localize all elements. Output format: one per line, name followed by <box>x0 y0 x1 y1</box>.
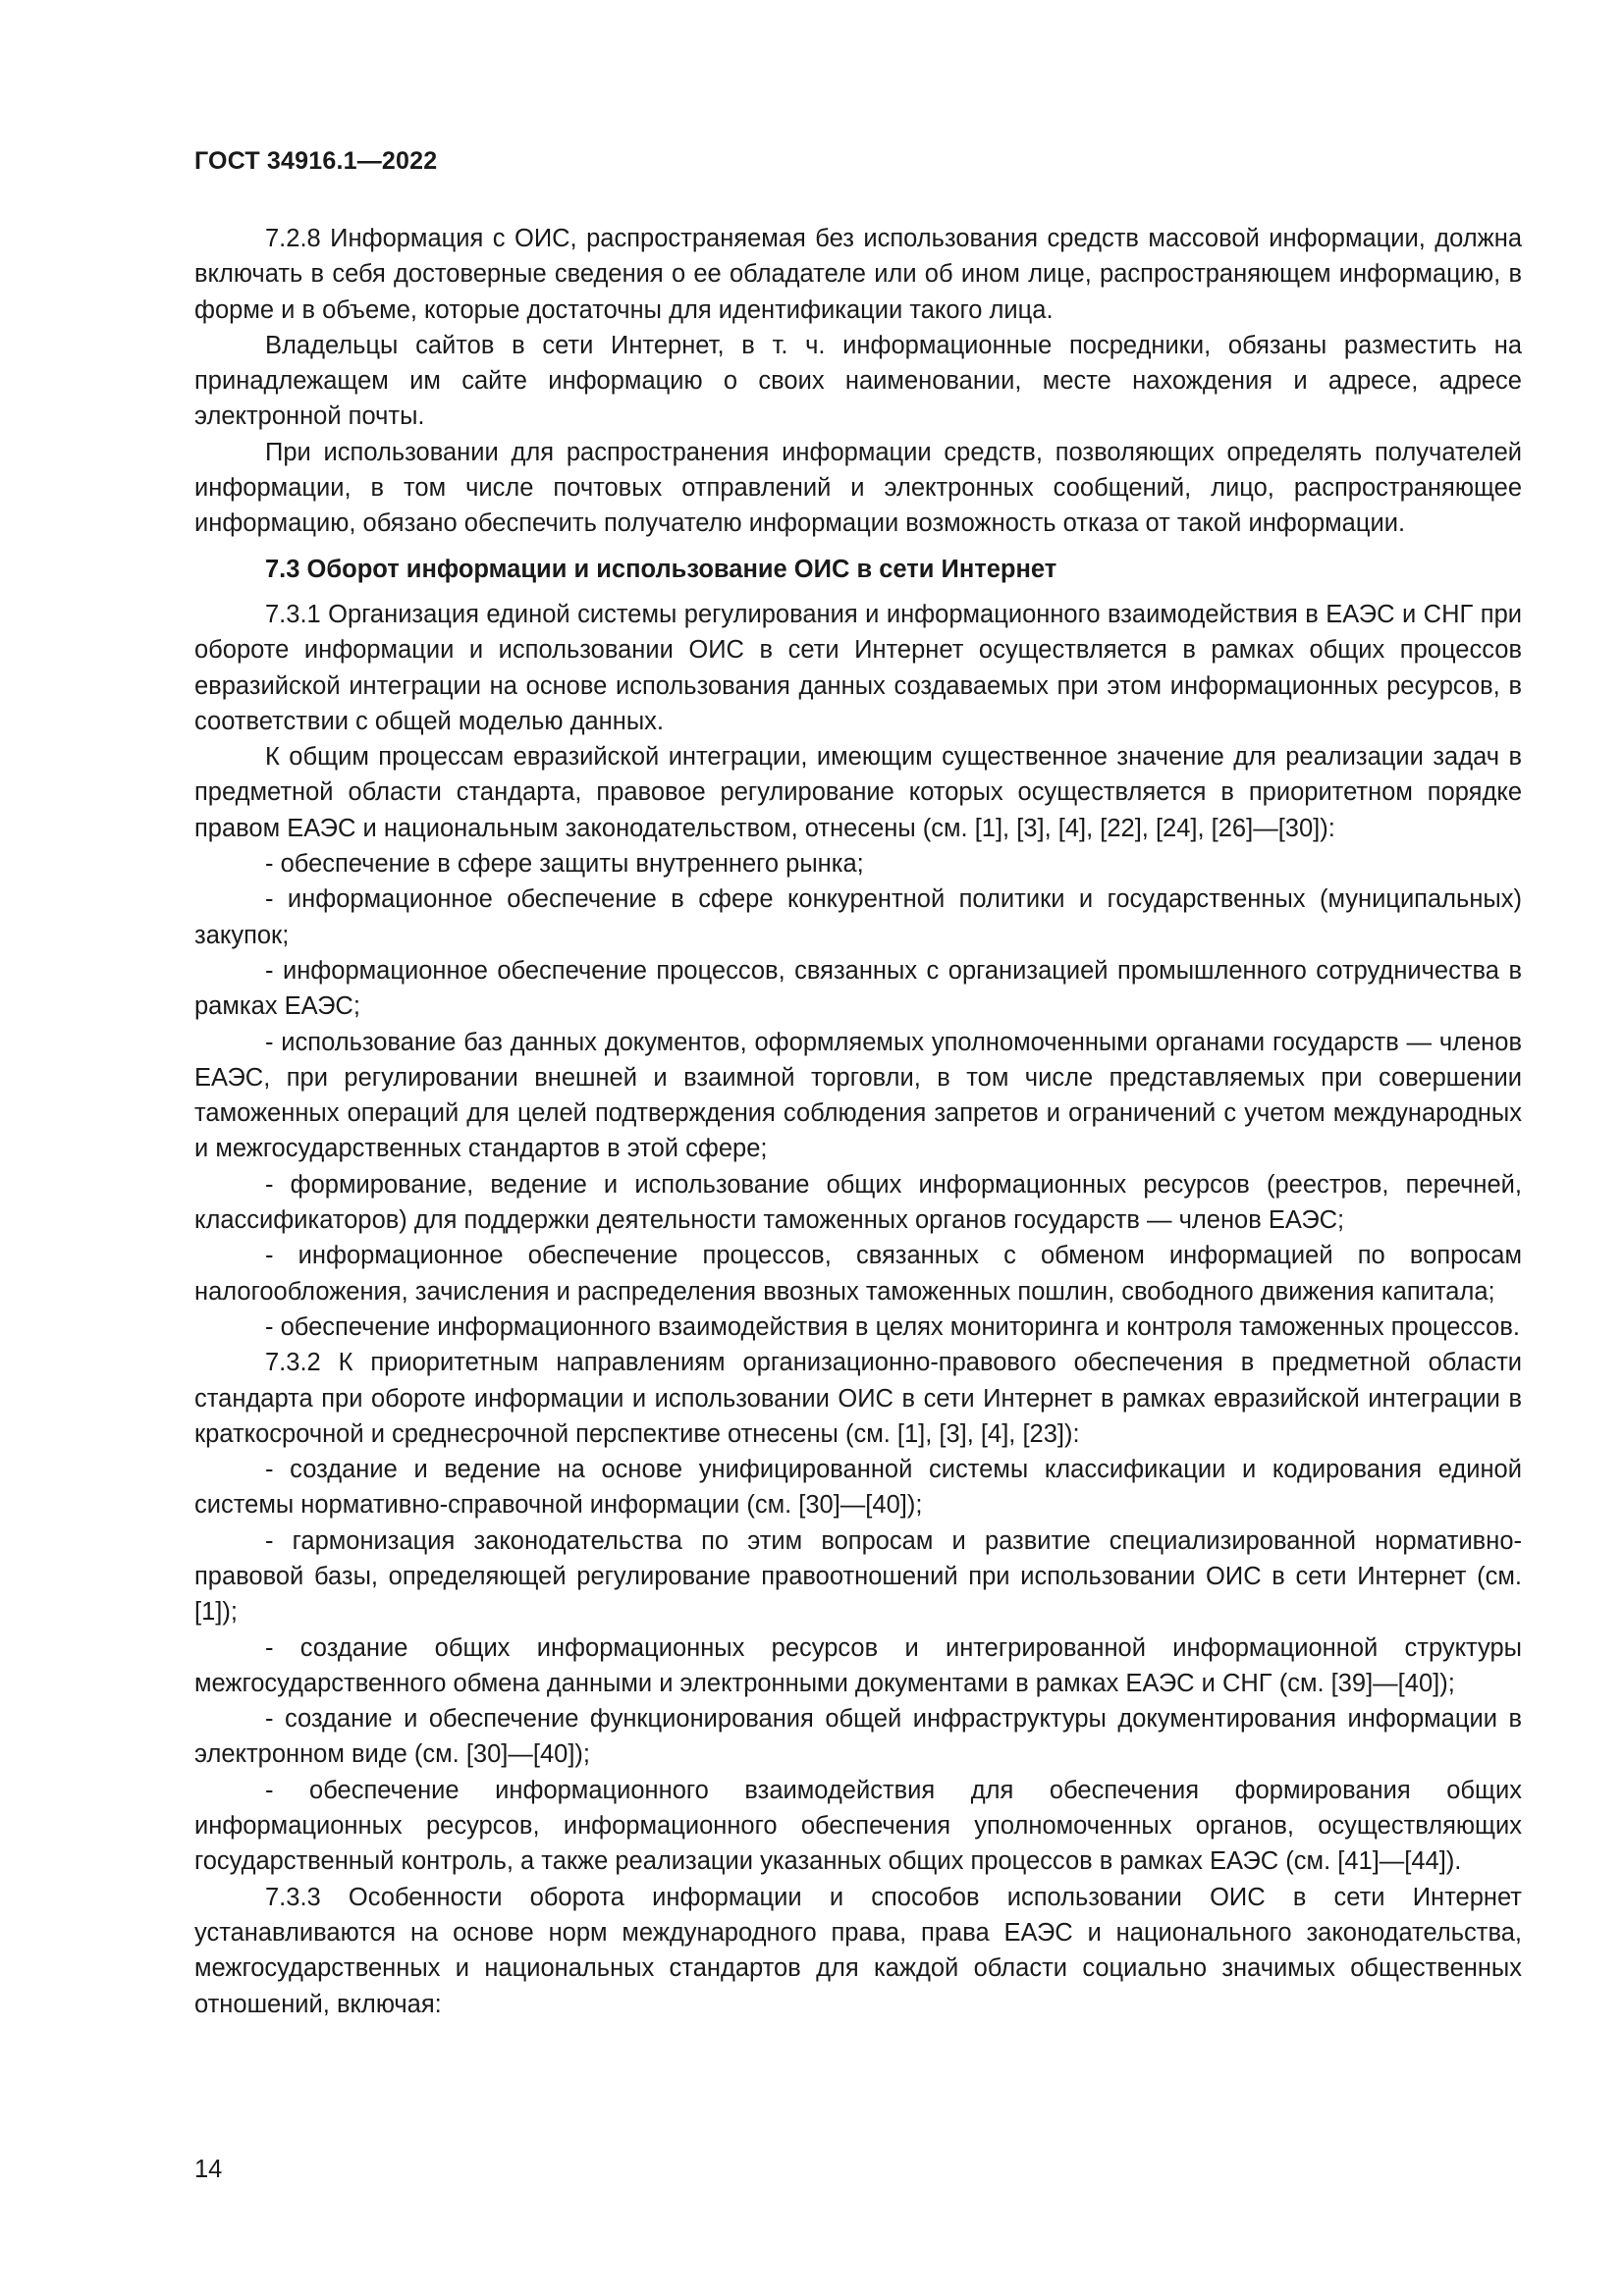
list-item: - информационное обеспечение процессов, связанных с организацией промышленного сотрудничества в рамках ЕАЭС; <box>194 956 1522 1021</box>
list-item: - обеспечение информационного взаимодействия для обеспечения формирования общих информационных ресурсов, информационного обеспечения уполномоченных органов, осуществляющих государственный контроль, а также реализации указанных общих процессов в рамках ЕАЭС (см. [41]—[44]). <box>194 1776 1522 1876</box>
page-header: ГОСТ 34916.1—2022 <box>194 147 438 175</box>
paragraph: К общим процессам евразийской интеграции, имеющим существенное значение для реализации задач в предметной области стандарта, правовое регулирование которых осуществляется в приоритетном порядке правом ЕАЭС и национальным законодательством, отнесены (см. [1], [3], [4], [22], [24], [26]—[30]): <box>194 743 1522 842</box>
document-body <box>194 221 1522 2022</box>
paragraph-7-2-8: 7.2.8 Информация с ОИС, распространяемая без использования средств массовой информации, должна включать в себя достоверные сведения о ее обладателе или об ином лице, распространяющем информацию, в форме и в объеме, которые достаточны для идентификации такого лица. <box>194 225 1522 324</box>
list-item: - информационное обеспечение процессов, связанных с обменом информацией по вопросам налогообложения, зачисления и распределения ввозных таможенных пошлин, свободного движения капитала; <box>194 1242 1522 1306</box>
list-item: - использование баз данных документов, оформляемых уполномоченными органами государств — членов ЕАЭС, при регулировании внешней и взаимной торговли, в том числе представляемых при совершении таможенных операций для целей подтверждения соблюдения запретов и ограничений с учетом международных и межгосударственных стандартов в этой сфере; <box>194 1028 1522 1163</box>
list-item: - информационное обеспечение в сфере конкурентной политики и государственных (муниципальных) закупок; <box>194 885 1522 949</box>
paragraph-7-3-2: 7.3.2 К приоритетным направлениям организационно-правового обеспечения в предметной области стандарта при обороте информации и использовании ОИС в сети Интернет в рамках евразийской интеграции в краткосрочной и среднесрочной перспективе отнесены (см. [1], [3], [4], [23]): <box>194 1349 1522 1448</box>
list-item: - формирование, ведение и использование общих информационных ресурсов (реестров, перечней, классификаторов) для поддержки деятельности таможенных органов государств — членов ЕАЭС; <box>194 1170 1522 1235</box>
list-item: - создание общих информационных ресурсов и интегрированной информационной структуры межгосударственного обмена данными и электронными документами в рамках ЕАЭС и СНГ (см. [39]—[40]); <box>194 1633 1522 1697</box>
paragraph: При использовании для распространения информации средств, позволяющих определять получателей информации, в том числе почтовых отправлений и электронных сообщений, лицо, распространяющее информацию, обязано обеспечить получателю информации возможность отказа от такой информации. <box>194 438 1522 538</box>
paragraph-7-3-3: 7.3.3 Особенности оборота информации и способов использовании ОИС в сети Интернет устанавливаются на основе норм международного права, права ЕАЭС и национального законодательства, межгосударственных и национальных стандартов для каждой области социально значимых общественных отношений, включая: <box>194 1883 1522 2018</box>
paragraph-7-3-1: 7.3.1 Организация единой системы регулирования и информационного взаимодействия в ЕАЭС и СНГ при обороте информации и использовании ОИС в сети Интернет осуществляется в рамках общих процессов евразийской интеграции на основе использования данных создаваемых при этом информационных ресурсов, в соответствии с общей моделью данных. <box>194 600 1522 735</box>
list-item: - обеспечение информационного взаимодействия в целях мониторинга и контроля таможенных процессов. <box>265 1312 1521 1341</box>
list-item: - гармонизация законодательства по этим вопросам и развитие специализированной нормативно-правовой базы, определяющей регулирование правоотношений при использовании ОИС в сети Интернет (см. [1]); <box>194 1526 1522 1627</box>
section-heading-7-3: 7.3 Оборот информации и использование ОИС в сети Интернет <box>265 555 1057 583</box>
list-item: - создание и ведение на основе унифицированной системы классификации и кодирования единой системы нормативно-справочной информации (см. [30]—[40]); <box>194 1456 1522 1520</box>
page-number: 14 <box>194 2156 223 2183</box>
list-item: - обеспечение в сфере защиты внутреннего рынка; <box>265 850 864 879</box>
list-item: - создание и обеспечение функционирования общей инфраструктуры документирования информации в электронном виде (см. [30]—[40]); <box>194 1705 1522 1769</box>
paragraph: Владельцы сайтов в сети Интернет, в т. ч. информационные посредники, обязаны разместить на принадлежащем им сайте информацию о своих наименовании, месте нахождения и адресе, адресе электронной почты. <box>194 331 1522 431</box>
